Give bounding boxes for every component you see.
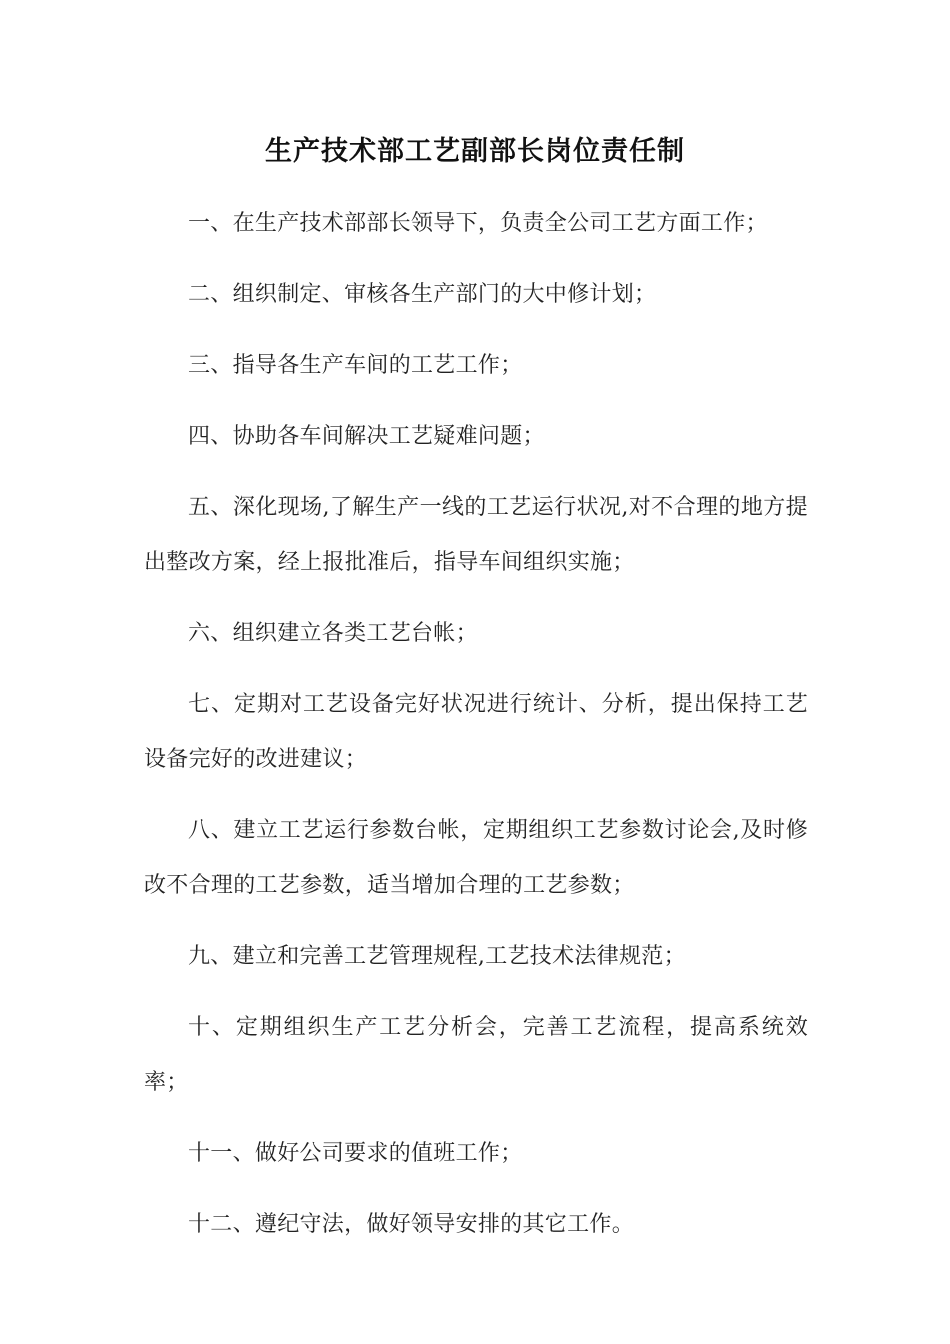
paragraph-7: 七、定期对工艺设备完好状况进行统计、分析，提出保持工艺设备完好的改进建议； xyxy=(144,692,808,772)
paragraph-10: 十、定期组织生产工艺分析会，完善工艺流程，提高系统效率； xyxy=(144,1015,808,1095)
paragraph-12: 十二、遵纪守法，做好领导安排的其它工作。 xyxy=(188,1212,635,1237)
paragraph-11: 十一、做好公司要求的值班工作； xyxy=(188,1141,523,1166)
paragraph-1: 一、在生产技术部部长领导下，负责全公司工艺方面工作； xyxy=(188,211,768,236)
paragraph-5: 五、深化现场,了解生产一线的工艺运行状况,对不合理的地方提出整改方案，经上报批准后，指导车间组织实施； xyxy=(144,495,808,575)
paragraph-4: 四、协助各车间解决工艺疑难问题； xyxy=(188,424,545,449)
paragraph-2: 二、组织制定、审核各生产部门的大中修计划； xyxy=(188,282,657,307)
paragraph-9: 九、建立和完善工艺管理规程,工艺技术法律规范； xyxy=(188,944,686,969)
paragraph-8: 八、建立工艺运行参数台帐，定期组织工艺参数讨论会,及时修改不合理的工艺参数，适当增加合理的工艺参数； xyxy=(144,818,808,898)
paragraph-6: 六、组织建立各类工艺台帐； xyxy=(188,621,478,646)
paragraph-3: 三、指导各生产车间的工艺工作； xyxy=(188,353,523,378)
document-body xyxy=(144,196,808,1268)
document-title: 生产技术部工艺副部长岗位责任制 xyxy=(265,136,685,167)
